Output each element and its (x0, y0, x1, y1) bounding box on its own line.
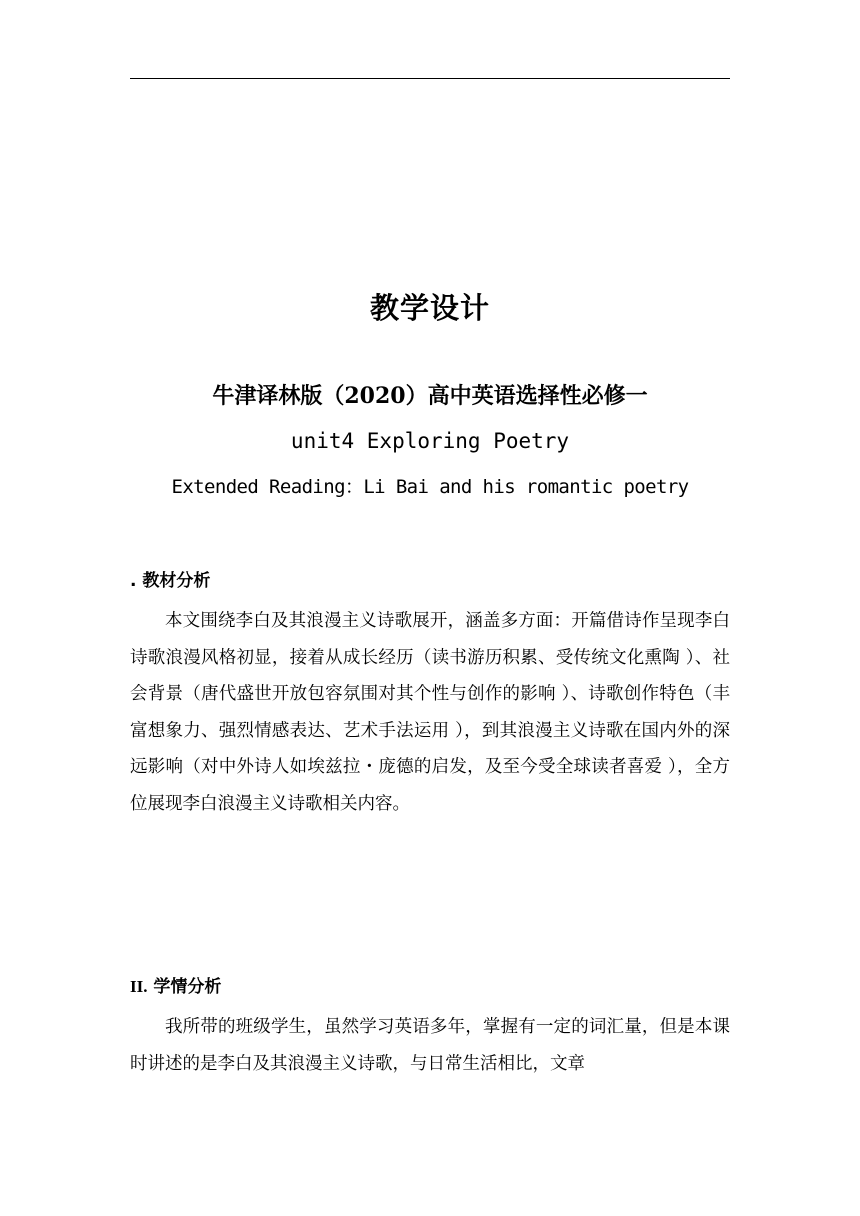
header-rule (130, 78, 730, 79)
subtitle-reading: Extended Reading：Li Bai and his romantic poetry (171, 476, 689, 498)
document-title: 教学设计 (369, 291, 490, 325)
section-heading-student-analysis (130, 972, 221, 997)
section-paragraph-student-analysis: 我所带的班级学生，虽然学习英语多年，掌握有一定的词汇量，但是本课时讲述的是李白及其浪漫主义诗歌，与日常生活相比，文章 (130, 1017, 730, 1074)
section-heading-textbook-analysis: . 教材分析 (130, 571, 211, 591)
section-paragraph-textbook-analysis: 本文围绕李白及其浪漫主义诗歌展开，涵盖多方面：开篇借诗作呈现李白诗歌浪漫风格初显，接着从成长经历（读书游历积累、受传统文化熏陶 ）、社会背景（唐代盛世开放包容氛围对其个性与创作的影响 ）、诗歌创作特色（丰富想象力、强烈情感表达、艺术手法运用 ），到其浪漫主义诗歌在国内外的深远影响（对中外诗人如埃兹拉・庞德的启发，及至今受全球读者喜爱 ），全方位展现李白浪漫主义诗歌相关内容。 (130, 611, 730, 814)
section-number: II. (130, 977, 148, 996)
section-heading-label: 学情分析 (153, 977, 222, 997)
subtitle-block (120, 374, 740, 510)
subtitle-unit: unit4 Exploring Poetry (290, 429, 570, 453)
subtitle-textbook: 牛津译林版（2020）高中英语选择性必修一 (212, 383, 648, 409)
